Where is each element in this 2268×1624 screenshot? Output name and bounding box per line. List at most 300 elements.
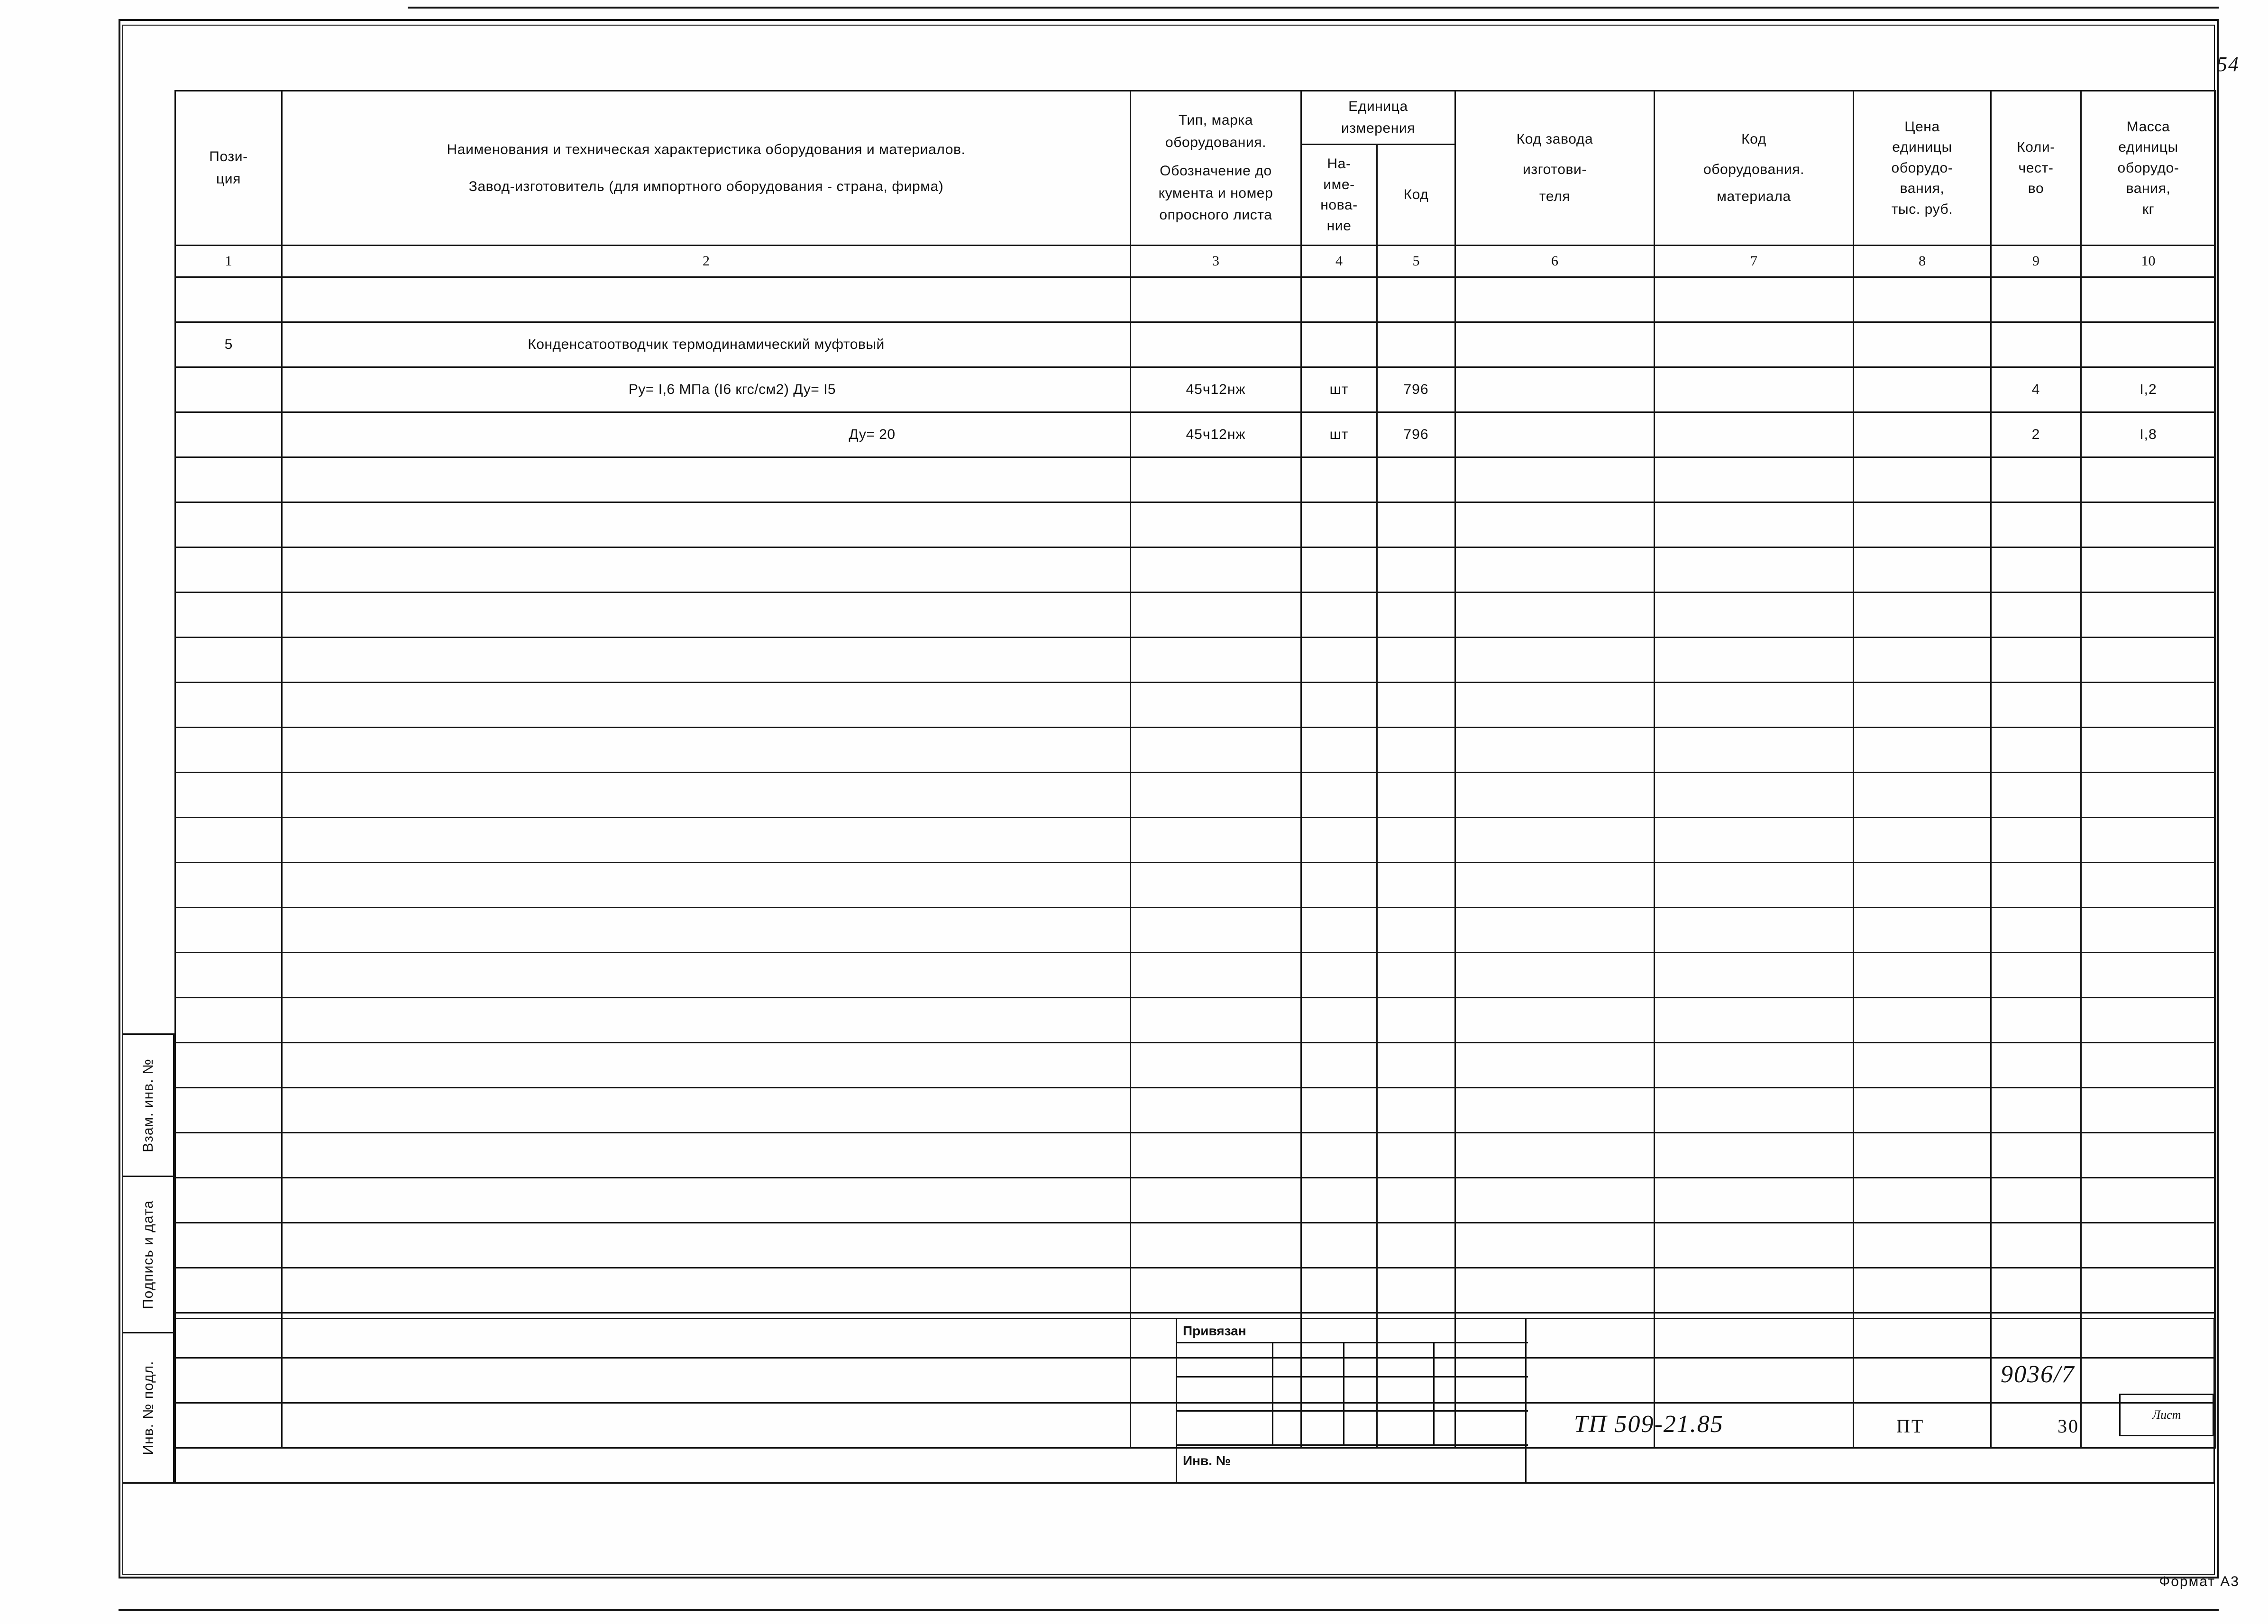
cell-type <box>1131 457 1301 502</box>
colnum-8: 8 <box>1854 246 1991 277</box>
cell-name <box>282 773 1131 818</box>
cell-mass <box>2081 593 2216 638</box>
cell-unit-name <box>1301 547 1377 593</box>
column-number-row <box>175 246 2216 277</box>
table-row <box>175 593 2216 638</box>
cell-unit-name <box>1301 277 1377 322</box>
stamp-row-3 <box>1177 1412 1528 1446</box>
stamp-col-3 <box>1433 1343 1435 1446</box>
cell-equip-code <box>1655 547 1854 593</box>
cell-equip-code <box>1655 1223 1854 1268</box>
cell-mass <box>2081 773 2216 818</box>
header-type-line3: Обозначение до <box>1160 163 1272 179</box>
header-mass-line5: кг <box>2142 201 2155 217</box>
header-position-line1: Пози- <box>209 149 248 164</box>
cell-position <box>175 457 282 502</box>
document-sheet-count: 30 <box>2058 1415 2079 1437</box>
table-row <box>175 998 2216 1043</box>
cell-unit-code: 796 <box>1377 412 1455 457</box>
cell-position <box>175 277 282 322</box>
cell-unit-code <box>1377 593 1455 638</box>
colnum-10: 10 <box>2081 246 2216 277</box>
cell-price <box>1854 1223 1991 1268</box>
table-row <box>175 728 2216 773</box>
stamp-row-1 <box>1177 1343 1528 1378</box>
document-stage: ПТ <box>1896 1415 1925 1437</box>
cell-mass <box>2081 277 2216 322</box>
header-equipment-code <box>1655 91 1854 246</box>
cell-mass <box>2081 1133 2216 1178</box>
stamp-inv-label: Инв. № <box>1183 1453 1231 1468</box>
cell-price <box>1854 638 1991 683</box>
cell-factory-code <box>1455 683 1655 728</box>
cell-price <box>1854 367 1991 412</box>
header-unitname-line3: нова- <box>1320 197 1358 213</box>
cell-type <box>1131 1223 1301 1268</box>
cell-name <box>282 593 1131 638</box>
table-row <box>175 1088 2216 1133</box>
cell-qty <box>1991 998 2081 1043</box>
cell-unit-code <box>1377 457 1455 502</box>
colnum-9: 9 <box>1991 246 2081 277</box>
cell-unit-code <box>1377 1223 1455 1268</box>
empty-rows-container <box>175 457 2216 1448</box>
cell-factory-code <box>1455 818 1655 863</box>
cell-equip-code <box>1655 998 1854 1043</box>
stamp-row-2 <box>1177 1378 1528 1412</box>
header-type-line5: опросного листа <box>1159 207 1272 223</box>
left-stamp-strip <box>122 1033 174 1484</box>
cell-price <box>1854 412 1991 457</box>
cell-position <box>175 1268 282 1313</box>
header-unitname-line4: ние <box>1326 218 1352 234</box>
cell-unit-code <box>1377 773 1455 818</box>
table-row <box>175 1043 2216 1088</box>
cell-position <box>175 1178 282 1223</box>
cell-price <box>1854 547 1991 593</box>
cell-type <box>1131 1088 1301 1133</box>
cell-unit-code <box>1377 1268 1455 1313</box>
colnum-2: 2 <box>282 246 1131 277</box>
cell-type <box>1131 1178 1301 1223</box>
cell-qty <box>1991 457 2081 502</box>
header-qty-line3: во <box>2028 181 2044 197</box>
cell-position <box>175 908 282 953</box>
cell-equip-code <box>1655 502 1854 547</box>
header-unitcode-label: Код <box>1403 187 1429 203</box>
cell-mass <box>2081 863 2216 908</box>
cell-name <box>282 1133 1131 1178</box>
header-unitname-line1: На- <box>1327 156 1351 172</box>
cell-type <box>1131 322 1301 367</box>
cell-equip-code <box>1655 818 1854 863</box>
cell-qty <box>1991 1043 2081 1088</box>
header-name-line1: Наименования и техническая характеристика оборудования и материалов. <box>447 141 966 157</box>
header-position-line2: ция <box>216 171 241 187</box>
cell-factory-code <box>1455 1223 1655 1268</box>
header-price-line4: вания, <box>1900 181 1945 197</box>
header-unit-name <box>1301 145 1377 246</box>
cell-qty <box>1991 683 2081 728</box>
cell-price <box>1854 457 1991 502</box>
cell-mass <box>2081 638 2216 683</box>
cell-mass <box>2081 1043 2216 1088</box>
cell-mass <box>2081 547 2216 593</box>
cell-equip-code <box>1655 457 1854 502</box>
cell-qty <box>1991 322 2081 367</box>
cell-mass <box>2081 1178 2216 1223</box>
cell-factory-code <box>1455 593 1655 638</box>
cell-type <box>1131 1133 1301 1178</box>
cell-equip-code <box>1655 638 1854 683</box>
cell-unit-code <box>1377 863 1455 908</box>
cell-unit-name <box>1301 1223 1377 1268</box>
cell-equip-code <box>1655 1088 1854 1133</box>
cell-unit-name <box>1301 1133 1377 1178</box>
cell-unit-name <box>1301 457 1377 502</box>
cell-equip-code <box>1655 412 1854 457</box>
cell-name <box>282 818 1131 863</box>
cell-name <box>282 863 1131 908</box>
cell-position <box>175 638 282 683</box>
cell-unit-code <box>1377 818 1455 863</box>
cell-equip-code <box>1655 322 1854 367</box>
cell-equip-code <box>1655 1133 1854 1178</box>
cell-type <box>1131 502 1301 547</box>
cell-unit-code <box>1377 1133 1455 1178</box>
document-code: ТП 509-21.85 <box>1574 1411 1724 1438</box>
header-factory-line1: Код завода <box>1516 131 1593 147</box>
cell-type <box>1131 728 1301 773</box>
cell-type <box>1131 818 1301 863</box>
cell-position <box>175 1133 282 1178</box>
cell-position <box>175 1043 282 1088</box>
cell-name <box>282 1043 1131 1088</box>
cell-qty <box>1991 863 2081 908</box>
cell-mass <box>2081 322 2216 367</box>
cell-qty <box>1991 818 2081 863</box>
cell-factory-code <box>1455 1043 1655 1088</box>
cell-name <box>282 547 1131 593</box>
cell-factory-code <box>1455 277 1655 322</box>
cell-position <box>175 593 282 638</box>
cell-name <box>282 1268 1131 1313</box>
cell-unit-code <box>1377 277 1455 322</box>
cell-position <box>175 863 282 908</box>
header-qty-line1: Коли- <box>2017 139 2055 155</box>
header-unit-group-line2: измерения <box>1341 120 1416 136</box>
left-strip-label-1: Взам. инв. № <box>140 1058 156 1152</box>
cell-mass: I,8 <box>2081 412 2216 457</box>
header-mass-line1: Масса <box>2126 119 2170 135</box>
table-row <box>175 547 2216 593</box>
cell-unit-code <box>1377 683 1455 728</box>
cell-mass <box>2081 457 2216 502</box>
cell-unit-name <box>1301 998 1377 1043</box>
cell-unit-name <box>1301 773 1377 818</box>
header-unitname-line2: име- <box>1323 176 1355 192</box>
cell-qty <box>1991 953 2081 998</box>
cell-unit-code <box>1377 728 1455 773</box>
cell-qty <box>1991 1133 2081 1178</box>
cell-position <box>175 412 282 457</box>
cell-factory-code <box>1455 998 1655 1043</box>
cell-unit-name <box>1301 683 1377 728</box>
cell-unit-name <box>1301 638 1377 683</box>
cell-factory-code <box>1455 457 1655 502</box>
cell-type <box>1131 1268 1301 1313</box>
cell-unit-name <box>1301 953 1377 998</box>
cell-type <box>1131 683 1301 728</box>
cell-unit-name <box>1301 1268 1377 1313</box>
sheet-list-label: Лист <box>2119 1394 2214 1436</box>
cell-factory-code <box>1455 322 1655 367</box>
stamp-privyazan-label: Привязан <box>1183 1323 1246 1338</box>
cell-name <box>282 277 1131 322</box>
cell-name <box>282 1088 1131 1133</box>
cell-name <box>282 638 1131 683</box>
cell-unit-code <box>1377 638 1455 683</box>
table-row <box>175 818 2216 863</box>
cell-position <box>175 367 282 412</box>
cell-qty <box>1991 1178 2081 1223</box>
colnum-6: 6 <box>1455 246 1655 277</box>
table-row <box>175 1178 2216 1223</box>
cell-type <box>1131 1043 1301 1088</box>
header-unit-group-line1: Единица <box>1348 98 1408 114</box>
colnum-3: 3 <box>1131 246 1301 277</box>
cell-type <box>1131 773 1301 818</box>
cell-qty: 4 <box>1991 367 2081 412</box>
header-type-mark <box>1131 91 1301 246</box>
cell-mass: I,2 <box>2081 367 2216 412</box>
cell-price <box>1854 1178 1991 1223</box>
cell-unit-code: 796 <box>1377 367 1455 412</box>
header-mass-line3: оборудо- <box>2117 160 2179 176</box>
stamp-col-2 <box>1343 1343 1344 1446</box>
header-price-line3: оборудо- <box>1891 160 1953 176</box>
colnum-5: 5 <box>1377 246 1455 277</box>
cell-qty <box>1991 638 2081 683</box>
header-type-line1: Тип, марка <box>1178 112 1253 128</box>
cell-position <box>175 728 282 773</box>
cell-type <box>1131 998 1301 1043</box>
cell-factory-code <box>1455 773 1655 818</box>
cell-position <box>175 998 282 1043</box>
header-price-line5: тыс. руб. <box>1891 201 1953 217</box>
cell-position <box>175 1223 282 1268</box>
header-type-line2: оборудования. <box>1165 134 1267 150</box>
cell-unit-code <box>1377 1088 1455 1133</box>
table-row <box>175 953 2216 998</box>
cell-unit-name <box>1301 1043 1377 1088</box>
cell-unit-code <box>1377 547 1455 593</box>
cell-price <box>1854 773 1991 818</box>
page-number: 54 <box>2217 53 2240 76</box>
cell-factory-code <box>1455 502 1655 547</box>
cell-position <box>175 1088 282 1133</box>
colnum-1: 1 <box>175 246 282 277</box>
header-factory-code <box>1455 91 1655 246</box>
cell-type <box>1131 863 1301 908</box>
cell-type: 45ч12нж <box>1131 412 1301 457</box>
cell-position: 5 <box>175 322 282 367</box>
cell-price <box>1854 1088 1991 1133</box>
cell-position <box>175 773 282 818</box>
header-position <box>175 91 282 246</box>
cell-factory-code <box>1455 547 1655 593</box>
cell-name <box>282 1223 1131 1268</box>
header-price <box>1854 91 1991 246</box>
header-mass-line2: единицы <box>2118 139 2178 155</box>
cell-factory-code <box>1455 863 1655 908</box>
cell-qty <box>1991 728 2081 773</box>
cell-equip-code <box>1655 367 1854 412</box>
cell-equip-code <box>1655 1178 1854 1223</box>
cell-qty: 2 <box>1991 412 2081 457</box>
table-row <box>175 638 2216 683</box>
cell-unit-code <box>1377 502 1455 547</box>
cell-type <box>1131 277 1301 322</box>
cell-price <box>1854 728 1991 773</box>
cell-factory-code <box>1455 638 1655 683</box>
table-row <box>175 908 2216 953</box>
cell-price <box>1854 908 1991 953</box>
cell-name <box>282 502 1131 547</box>
header-type-line4: кумента и номер <box>1158 185 1273 201</box>
header-name-line2: Завод-изготовитель (для импортного оборудования - страна, фирма) <box>468 178 944 194</box>
cell-mass <box>2081 1223 2216 1268</box>
cell-name <box>282 1178 1131 1223</box>
cell-position <box>175 547 282 593</box>
cell-price <box>1854 1133 1991 1178</box>
cell-factory-code <box>1455 1268 1655 1313</box>
cell-position <box>175 953 282 998</box>
cell-equip-code <box>1655 863 1854 908</box>
cell-unit-code <box>1377 1043 1455 1088</box>
header-unit-group <box>1301 91 1455 145</box>
cell-type: 45ч12нж <box>1131 367 1301 412</box>
cell-qty <box>1991 773 2081 818</box>
cell-mass <box>2081 998 2216 1043</box>
cell-equip-code <box>1655 1043 1854 1088</box>
cell-mass <box>2081 953 2216 998</box>
cell-unit-name: шт <box>1301 367 1377 412</box>
table-row <box>175 1133 2216 1178</box>
cell-unit-name <box>1301 502 1377 547</box>
cell-unit-name <box>1301 863 1377 908</box>
cell-unit-name <box>1301 818 1377 863</box>
table-row <box>175 1223 2216 1268</box>
cell-qty <box>1991 593 2081 638</box>
cell-price <box>1854 502 1991 547</box>
table-row <box>175 457 2216 502</box>
cell-qty <box>1991 502 2081 547</box>
cell-equip-code <box>1655 908 1854 953</box>
cell-mass <box>2081 1268 2216 1313</box>
cell-qty <box>1991 1088 2081 1133</box>
cell-type <box>1131 953 1301 998</box>
cell-equip-code <box>1655 773 1854 818</box>
table-row <box>175 322 2216 367</box>
table-row <box>175 412 2216 457</box>
cell-name <box>282 998 1131 1043</box>
cell-type <box>1131 908 1301 953</box>
cell-name <box>282 457 1131 502</box>
table-row <box>175 277 2216 322</box>
cell-price <box>1854 863 1991 908</box>
cell-position <box>175 502 282 547</box>
table-row <box>175 863 2216 908</box>
cell-position <box>175 683 282 728</box>
header-factory-line2: изготови- <box>1523 162 1587 178</box>
header-unit-code <box>1377 145 1455 246</box>
cell-equip-code <box>1655 728 1854 773</box>
specification-table <box>174 90 2216 1449</box>
cell-mass <box>2081 908 2216 953</box>
header-name <box>282 91 1131 246</box>
document-number: 9036/7 <box>2001 1361 2075 1388</box>
header-mass-line4: вания, <box>2126 181 2171 197</box>
cell-factory-code <box>1455 1178 1655 1223</box>
cell-factory-code <box>1455 367 1655 412</box>
cell-qty <box>1991 547 2081 593</box>
cell-mass <box>2081 728 2216 773</box>
cell-qty <box>1991 908 2081 953</box>
colnum-4: 4 <box>1301 246 1377 277</box>
cell-equip-code <box>1655 1268 1854 1313</box>
left-strip-cell-3 <box>122 1332 174 1484</box>
colnum-7: 7 <box>1655 246 1854 277</box>
cell-unit-name <box>1301 593 1377 638</box>
cell-mass <box>2081 818 2216 863</box>
cell-qty <box>1991 277 2081 322</box>
header-price-line2: единицы <box>1892 139 1952 155</box>
cell-name: Конденсатоотводчик термодинамический муфтовый <box>282 322 1131 367</box>
cell-mass <box>2081 502 2216 547</box>
cell-name <box>282 908 1131 953</box>
header-price-line1: Цена <box>1904 119 1940 135</box>
table-row <box>175 1268 2216 1313</box>
top-rule <box>408 7 2219 9</box>
table-row <box>175 773 2216 818</box>
header-equip-line3: материала <box>1717 188 1791 204</box>
cell-factory-code <box>1455 412 1655 457</box>
cell-unit-name <box>1301 908 1377 953</box>
cell-type <box>1131 638 1301 683</box>
cell-price <box>1854 683 1991 728</box>
cell-unit-code <box>1377 1178 1455 1223</box>
cell-equip-code <box>1655 277 1854 322</box>
cell-unit-code <box>1377 908 1455 953</box>
cell-unit-name <box>1301 1088 1377 1133</box>
header-quantity <box>1991 91 2081 246</box>
table-row <box>175 683 2216 728</box>
cell-price <box>1854 818 1991 863</box>
format-label: Формат А3 <box>2159 1574 2240 1589</box>
cell-type <box>1131 547 1301 593</box>
cell-factory-code <box>1455 1133 1655 1178</box>
header-equip-line1: Код <box>1741 131 1766 147</box>
cell-unit-name <box>1301 728 1377 773</box>
cell-name <box>282 728 1131 773</box>
cell-equip-code <box>1655 953 1854 998</box>
cell-name: Ру= I,6 МПа (I6 кгс/см2) Ду= I5 <box>282 367 1131 412</box>
left-strip-cell-2 <box>122 1176 174 1332</box>
header-equip-line2: оборудования. <box>1703 162 1805 178</box>
cell-factory-code <box>1455 953 1655 998</box>
cell-unit-code <box>1377 322 1455 367</box>
